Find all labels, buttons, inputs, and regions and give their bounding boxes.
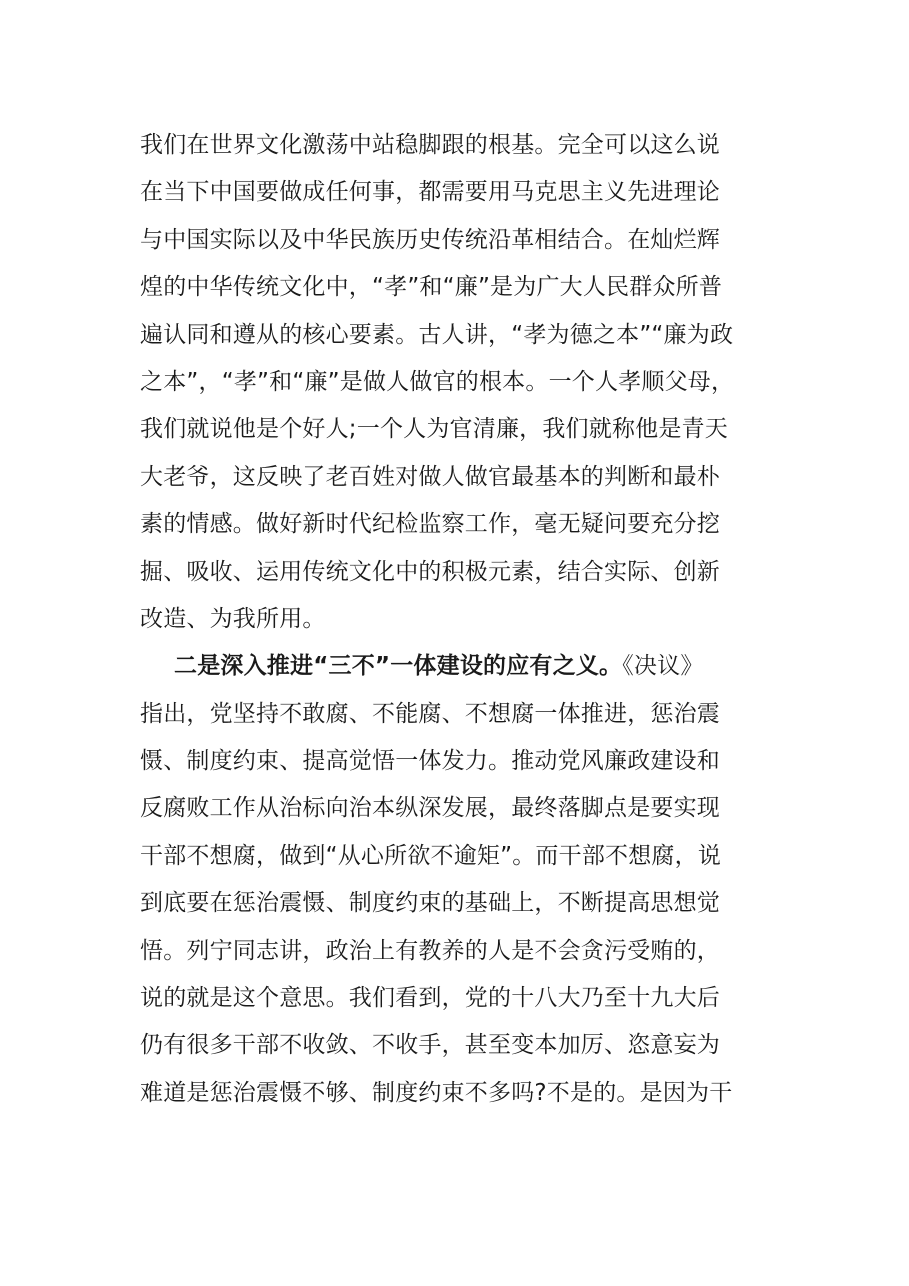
text-line: 煌的中华传统文化中，“孝”和“廉”是为广大人民群众所普 <box>140 274 723 301</box>
text-line: 说的就是这个意思。我们看到，党的十八大乃至十九大后 <box>140 985 720 1012</box>
text-line: 反腐败工作从治标向治本纵深发展，最终落脚点是要实现 <box>140 795 720 822</box>
document-body <box>140 122 780 1117</box>
paragraph-2 <box>140 643 780 1117</box>
text-line: 我们在世界文化激荡中站稳脚跟的根基。完全可以这么说 <box>140 132 720 158</box>
text-line: 掘、吸收、运用传统文化中的积极元素，结合实际、创新 <box>140 558 720 585</box>
text-line: 难道是惩治震慑不够、制度约束不多吗?不是的。是因为干 <box>140 1079 733 1106</box>
text-line: 之本”，“孝”和“廉”是做人做官的根本。一个人孝顺父母， <box>140 368 735 395</box>
paragraph-heading: 二是深入推进“三不”一体建设的应有之义。 <box>174 653 623 680</box>
text-line: 我们就说他是个好人;一个人为官清廉，我们就称他是青天 <box>140 416 728 443</box>
text-line: 到底要在惩治震慑、制度约束的基础上，不断提高思想觉 <box>140 890 720 917</box>
text-line: 大老爷，这反映了老百姓对做人做官最基本的判断和最朴 <box>140 463 720 490</box>
text-line: 仍有很多干部不收敛、不收手，甚至变本加厉、恣意妄为 <box>140 1032 720 1059</box>
paragraph-heading-tail: 《决议》 <box>622 653 704 680</box>
text-line: 指出，党坚持不敢腐、不能腐、不想腐一体推进，惩治震 <box>140 700 720 727</box>
text-line: 素的情感。做好新时代纪检监察工作，毫无疑问要充分挖 <box>140 511 720 538</box>
text-line: 悟。列宁同志讲，政治上有教养的人是不会贪污受贿的， <box>140 937 720 964</box>
text-line: 改造、为我所用。 <box>140 605 326 632</box>
text-line: 在当下中国要做成任何事，都需要用马克思主义先进理论 <box>140 179 720 206</box>
paragraph-1 <box>140 122 780 643</box>
paragraph-heading-line <box>140 643 780 690</box>
text-line: 干部不想腐，做到“从心所欲不逾矩”。而干部不想腐，说 <box>140 842 722 869</box>
text-line: 遍认同和遵从的核心要素。古人讲，“孝为德之本”“廉为政 <box>140 321 734 348</box>
text-line: 慑、制度约束、提高觉悟一体发力。推动党风廉政建设和 <box>140 748 720 775</box>
text-line: 与中国实际以及中华民族历史传统沿革相结合。在灿烂辉 <box>140 226 720 253</box>
